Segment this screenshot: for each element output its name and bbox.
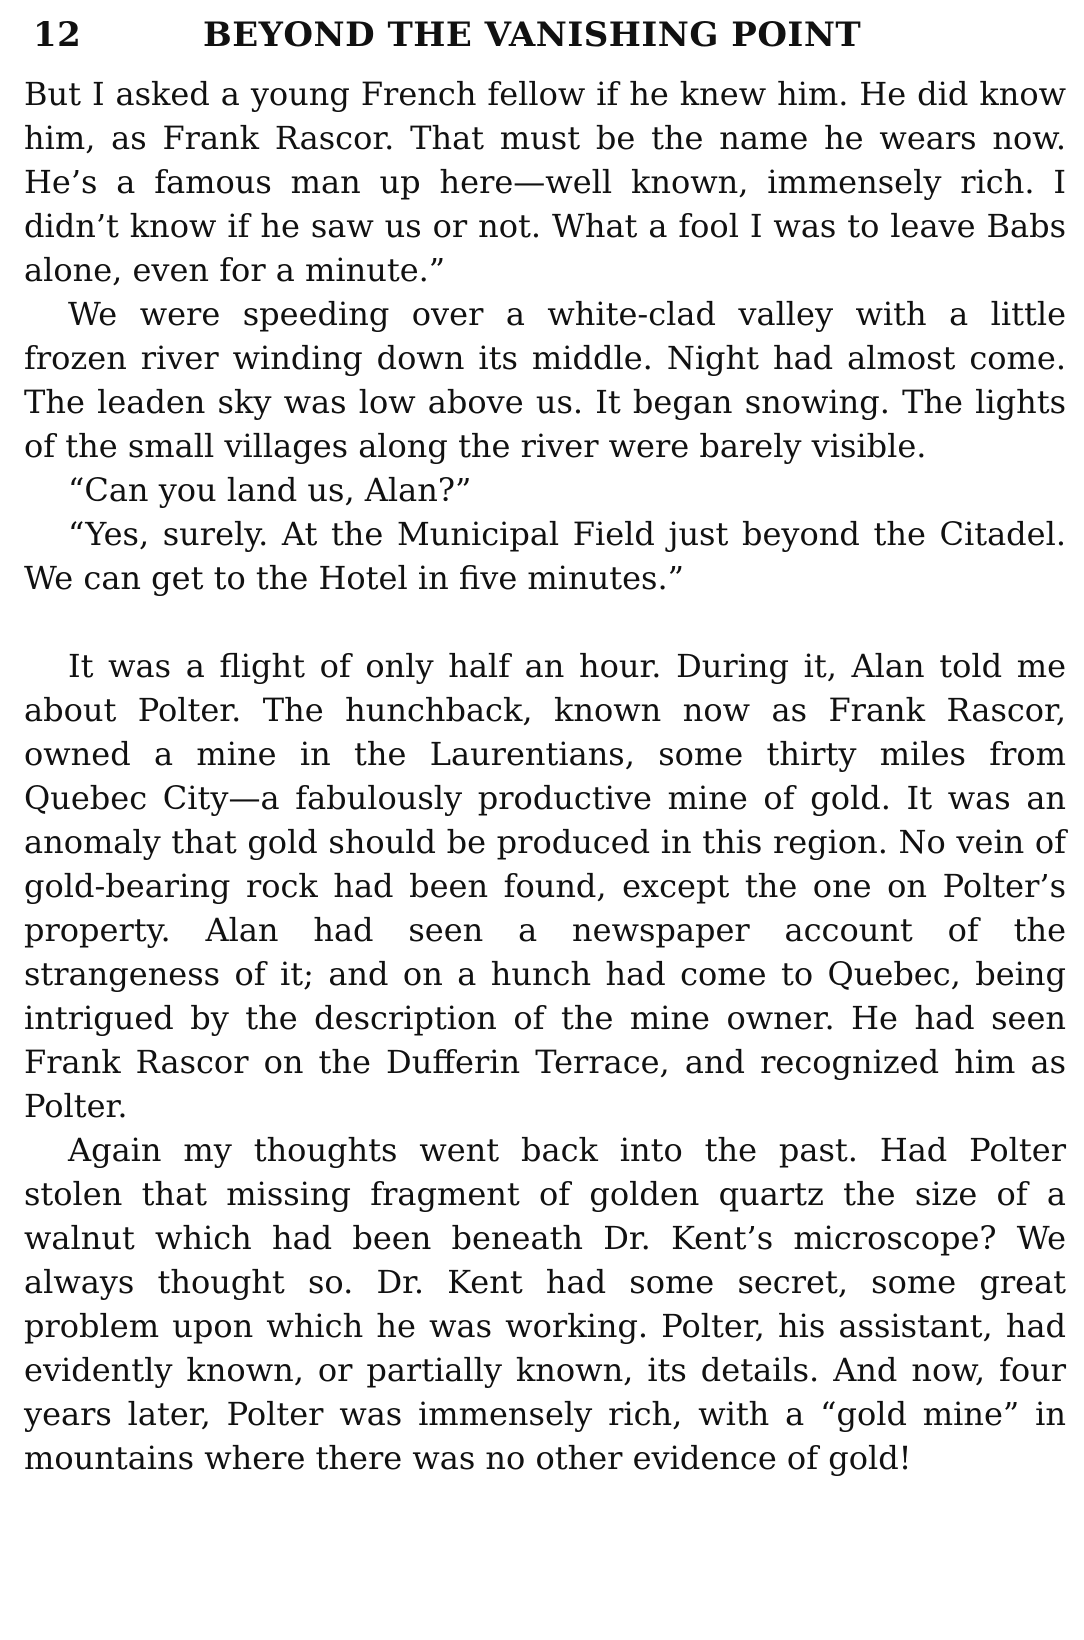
page-number: 12: [33, 15, 82, 55]
paragraph-continuation: But I asked a young French fellow if he knew him. He did know him, as Frank Rascor. That must be the name he wears now. He’s a famous man up here—well known, immensely rich. I didn’t know if he saw us or not. What a fool I was to leave Babs alone, even for a minute.”: [24, 75, 1066, 289]
paragraph-flight: It was a flight of only half an hour. During it, Alan told me about Polter. The hunchback, known now as Frank Rascor, owned a mine in the Laurentians, some thirty miles from Quebec City—a fabulously productive mine of gold. It was an anomaly that gold should be produced in this region. No vein of gold-bearing rock had been found, except the one on Polter’s property. Alan had seen a newspaper account of the strangeness of it; and on a hunch had come to Quebec, being intrigued by the description of the mine owner. He had seen Frank Rascor on the Dufferin Terrace, and recognized him as Polter.: [24, 647, 1066, 1125]
paragraph-dialogue-answer: “Yes, surely. At the Municipal Field just beyond the Citadel. We can get to the Hotel in five minutes.”: [24, 515, 1066, 597]
book-title: BEYOND THE VANISHING POINT: [203, 15, 862, 55]
paragraph-dialogue-question: “Can you land us, Alan?”: [68, 471, 472, 509]
running-head: [33, 10, 1043, 60]
paragraph-valley: We were speeding over a white-clad valley with a little frozen river winding down its middle. Night had almost come. The leaden sky was low above us. It began snowing. The lights of the small villages along the river were barely visible.: [24, 295, 1066, 465]
body-text: [24, 72, 1066, 1480]
paragraph-thoughts: Again my thoughts went back into the past. Had Polter stolen that missing fragment of golden quartz the size of a walnut which had been beneath Dr. Kent’s microscope? We always thought so. Dr. Kent had some secret, some great problem upon which he was working. Polter, his assistant, had evidently known, or partially known, its details. And now, four years later, Polter was immensely rich, with a “gold mine” in mountains where there was no other evidence of gold!: [24, 1131, 1066, 1477]
